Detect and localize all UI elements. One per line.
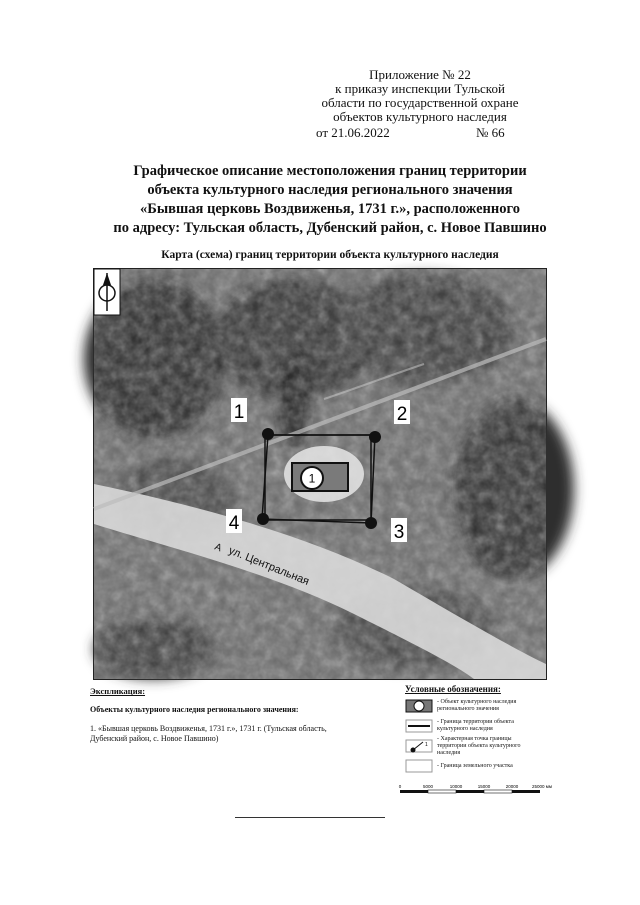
legend-item-heritage-object [405, 698, 555, 714]
explication-item [90, 724, 380, 744]
street-label: ул. Центральная [226, 544, 311, 588]
scale-tick: 15000 [477, 784, 491, 789]
scale-tick: 20000 [505, 784, 519, 789]
heritage-object-legend-icon [405, 699, 433, 713]
legend-text: - Граница земельного участка [437, 762, 513, 769]
scale-tick: 0 [398, 784, 402, 789]
legend-text: культурного наследия [437, 726, 493, 732]
appendix-header [280, 68, 560, 124]
heritage-object-number: 1 [308, 471, 316, 486]
boundary-point-legend-icon [405, 739, 433, 753]
point-label-2: 2 [396, 404, 408, 425]
bottom-divider [235, 817, 385, 818]
legend-item-territory-boundary [405, 718, 555, 734]
land-plot-legend-icon [405, 759, 433, 773]
svg-text:1: 1 [425, 742, 428, 748]
title-line: «Бывшая церковь Воздвиженья, 1731 г.», расположенного [140, 201, 520, 217]
legend-item-boundary-point [405, 735, 555, 756]
scale-bar-svg [398, 781, 552, 799]
legend-text: территории объекта культурного [437, 742, 521, 749]
legend-text: регионального значения [437, 706, 499, 712]
appendix-line: Приложение № 22 [369, 67, 471, 82]
boundary-point-1 [262, 428, 274, 440]
appendix-line: области по государственной охране [321, 95, 519, 110]
title-line: по адресу: Тульская область, Дубенский район, с. Новое Павшино [113, 220, 547, 236]
explication-item-line: 1. «Бывшая церковь Воздвиженья, 1731 г.», 1731 г. (Тульская область, [90, 724, 327, 733]
appendix-line: к приказу инспекции Тульской [335, 81, 505, 96]
title-line: Графическое описание местоположения границ территории [133, 163, 527, 179]
scale-tick: 10000 [449, 784, 463, 789]
order-date-number [316, 125, 576, 141]
legend-text: - Характерная точка границы [437, 735, 512, 742]
legend-heading: Условные обозначения: [405, 684, 501, 694]
point-label-4: 4 [228, 513, 240, 534]
explication-subheading: Объекты культурного наследия регионального значения: [90, 705, 299, 714]
scale-tick: 5000 [422, 784, 434, 789]
explication-item-line: Дубенский район, с. Новое Павшино) [90, 734, 219, 743]
appendix-line: объектов культурного наследия [333, 109, 507, 124]
road-letter: А [212, 541, 224, 555]
boundary-point-2 [369, 431, 381, 443]
legend-text: - Объект культурного наследия [437, 699, 517, 705]
legend [405, 686, 555, 778]
legend-text: - Граница территории объекта [437, 719, 514, 725]
explication-heading: Экспликация: [90, 686, 146, 696]
boundary-point-3 [365, 517, 377, 529]
satellite-map [93, 268, 547, 680]
order-number: № 66 [476, 125, 505, 140]
scale-bar [398, 781, 552, 800]
boundary-point-4 [257, 513, 269, 525]
scale-tick: 25000 мм [532, 784, 552, 789]
point-label-1: 1 [233, 402, 245, 423]
legend-item-land-plot [405, 758, 555, 774]
legend-text: наследия [437, 749, 461, 756]
map-svg [94, 269, 546, 679]
explication [90, 686, 380, 744]
document-title [60, 162, 600, 238]
point-label-3: 3 [393, 522, 405, 543]
order-date: от 21.06.2022 [316, 125, 390, 140]
north-arrow-icon [94, 269, 120, 315]
map-caption: Карта (схема) границ территории объекта культурного наследия [161, 249, 499, 261]
boundary-line-legend-icon [405, 719, 433, 733]
title-line: объекта культурного наследия регионального значения [147, 182, 513, 198]
